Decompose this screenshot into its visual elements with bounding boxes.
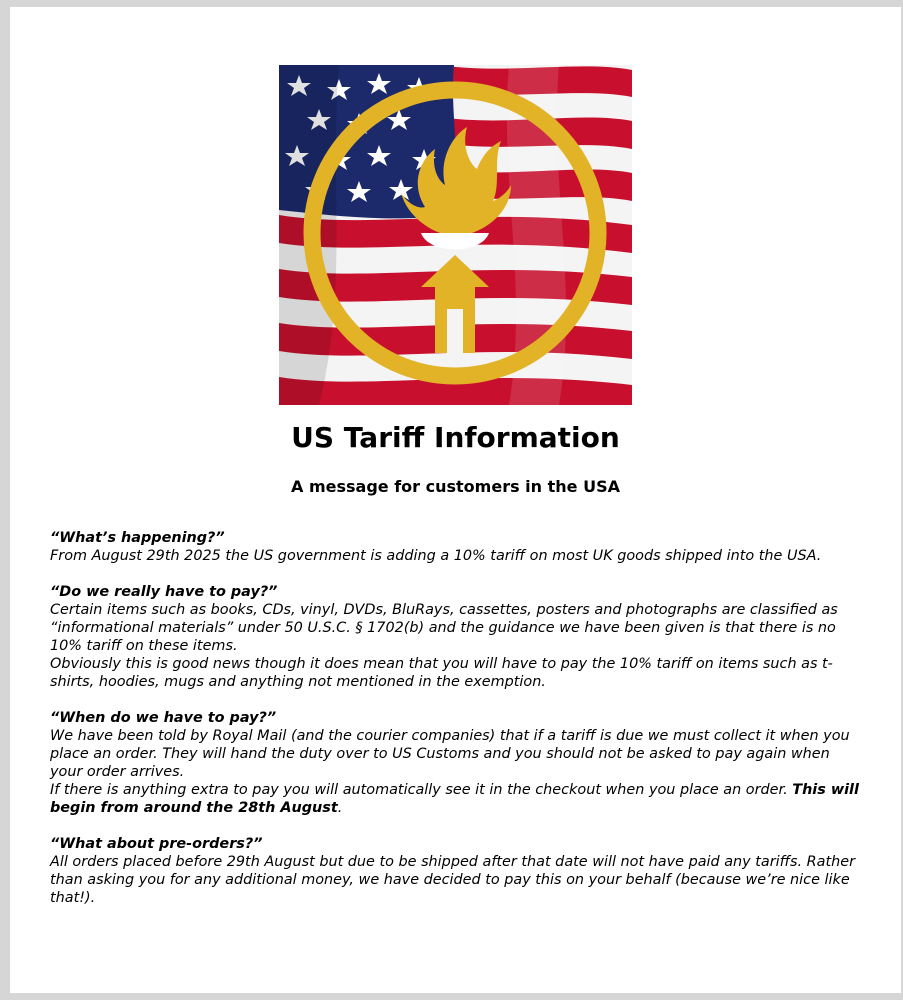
answer-bold-text: This will begin from around the 28th August [50,782,859,816]
faq-answer: From August 29th 2025 the US government is adding a 10% tariff on most UK goods shipped into the USA. [50,548,822,564]
faq-question: “What’s happening?” [50,530,225,546]
faq-answer-emphasis [50,781,865,817]
page-title: US Tariff Information [291,421,620,454]
tariff-logo-image [279,65,632,405]
faq-answer: We have been told by Royal Mail (and the courier companies) that if a tariff is due we must collect it when you place an order. They will hand the duty over to US Customs and you should not be asked to pay again when your order arrives. [50,728,850,780]
answer-text: If there is anything extra to pay you will automatically see it in the checkout when you place an order. [50,782,793,798]
faq-answer: Certain items such as books, CDs, vinyl, DVDs, BluRays, cassettes, posters and photographs are classified as “informational materials” under 50 U.S.C. § 1702(b) and the guidance we have been given is that there is no 10% tariff on these items. [50,602,838,654]
faq-section-do-we-pay [50,583,865,691]
answer-text-end: . [337,800,343,816]
faq-answer: Obviously this is good news though it does mean that you will have to pay the 10% tariff on items such as t-shirts, hoodies, mugs and anything not mentioned in the exemption. [50,656,833,690]
faq-section-when-to-pay [50,709,865,817]
document-page [10,7,901,993]
faq-question: “Do we really have to pay?” [50,584,278,600]
faq-question: “When do we have to pay?” [50,710,277,726]
faq-section-pre-orders [50,835,865,907]
faq-question: “What about pre-orders?” [50,836,263,852]
faq-content [50,529,865,925]
page-subtitle: A message for customers in the USA [291,477,620,496]
faq-answer: All orders placed before 29th August but due to be shipped after that date will not have paid any tariffs. Rather than asking you for any additional money, we have decided to pay this on your behalf (because we’re nice like that!). [50,854,856,906]
faq-section-whats-happening [50,529,865,565]
